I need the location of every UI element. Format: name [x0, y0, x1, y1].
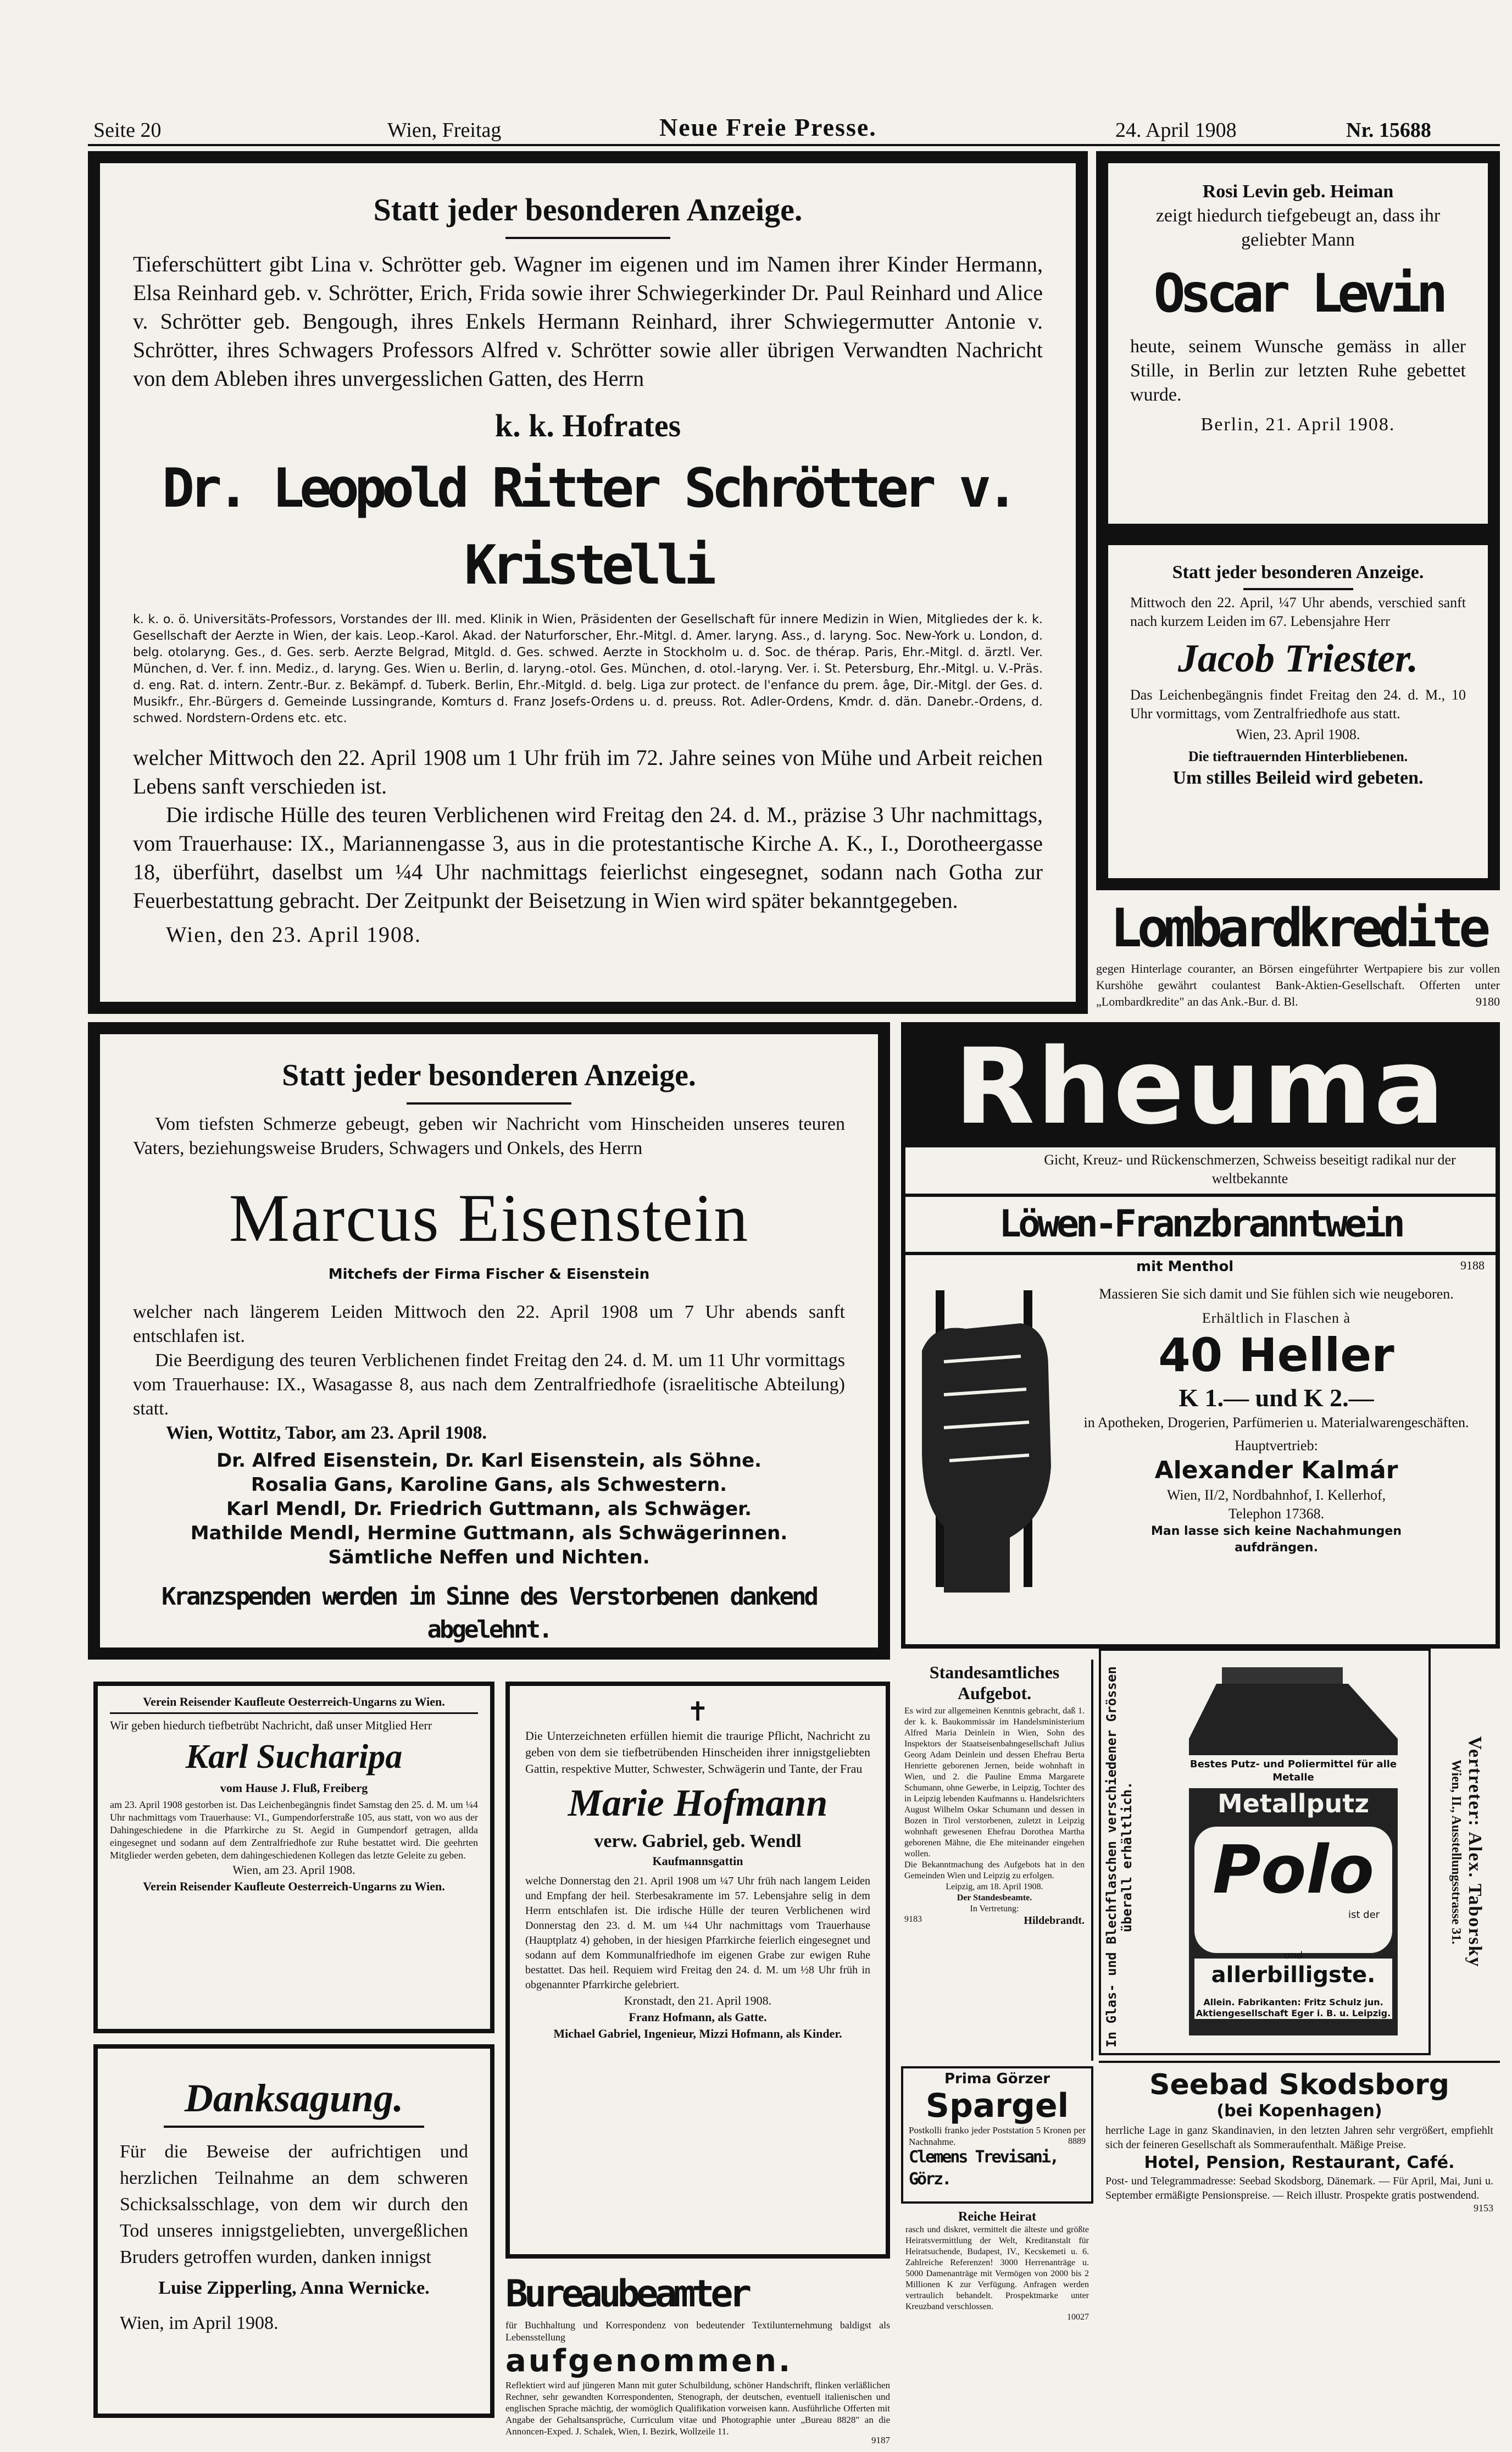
obituary-hofmann [505, 1682, 890, 2259]
lombard-num: 9180 [1476, 995, 1500, 1008]
skodsborg-name: Hotel, Pension, Restaurant, Café. [1144, 2153, 1455, 2172]
triester-body: Das Leichenbegängnis findet Freitag den 24. d. M., 10 Uhr vormittags, vom Zentralfriedhofe aus statt. [1130, 687, 1466, 722]
rheuma-p4: Hauptvertrieb: [1235, 1438, 1318, 1454]
heirat-num: 10027 [1067, 2312, 1089, 2322]
rheuma-title: Rheuma [905, 1027, 1496, 1147]
beamter-body1: für Buchhaltung und Korrespondenz von bedeutender Textilunternehmung baldigst als Lebensstellung [505, 2320, 890, 2343]
spargel-label: Prima Görzer [944, 2071, 1050, 2087]
rheuma-price2: K 1.— und K 2.— [1179, 1384, 1374, 1412]
sucharipa-line1: Wir geben hiedurch tiefbetrübt Nachricht, daß unser Mitglied Herr [110, 1718, 432, 1732]
polo-tag1: ist der [1348, 1909, 1380, 1921]
triester-name: Jacob Triester. [1177, 636, 1419, 680]
skodsborg-title: Seebad Skodsborg [1149, 2068, 1449, 2101]
vertreter-strip [1428, 1649, 1500, 2055]
rheuma-price: 40 Heller [1158, 1328, 1394, 1382]
ad-lombardkredite [1096, 896, 1500, 1006]
obituary-schroetter [88, 151, 1088, 1014]
eisenstein-name: Marcus Eisenstein [229, 1180, 749, 1256]
rheuma-copy [1059, 1285, 1493, 1556]
polo-brand: Metallputz [1218, 1789, 1369, 1818]
spargel-num: 8889 [1068, 2137, 1086, 2146]
rheuma-p3: in Apotheken, Drogerien, Parfümerien u. Materialwarengeschäften. [1083, 1414, 1469, 1430]
hofmann-sub: verw. Gabriel, geb. Wendl [594, 1831, 802, 1851]
deceased-name: Dr. Leopold Ritter Schrötter v. Kristelli [162, 457, 1014, 597]
divider [407, 1102, 571, 1105]
beamter-num: 9187 [871, 2435, 890, 2445]
hand-illustration [911, 1285, 1059, 1593]
rheuma-tel: Telephon 17368. [1228, 1506, 1325, 1522]
rheuma-sub: mit Menthol [1136, 1258, 1234, 1275]
obituary-eisenstein [88, 1022, 890, 1660]
rheuma-body: Gicht, Kreuz- und Rückenschmerzen, Schweiss beseitigt radikal nur der weltbekannte [1044, 1152, 1456, 1186]
levin-line2: zeigt hiedurch tiefgebeugt an, dass ihr geliebter Mann [1155, 206, 1441, 250]
standes-sig1: Der Standesbeamte. [957, 1893, 1032, 1902]
heading: Statt jeder besonderen Anzeige. [373, 192, 803, 228]
rheuma-seller: Alexander Kalmár [1154, 1456, 1398, 1484]
dateline: Wien, den 23. April 1908. [166, 922, 421, 947]
skodsborg-num: 9153 [1474, 2203, 1493, 2214]
intro: Tieferschüttert gibt Lina v. Schrötter geb. Wagner im eigenen und im Namen ihrer Kinder Hermann, Elsa Reinhard geb. v. Schrötter, Erich, Frida sowie ihrer Schwiegerkinder Dr. Paul Reinhard und Alice v. Schrötter geb. Bengough, ihres Enkels Hermann Reinhard, ihrer Schwiegermutter Antonie v. Schrötter, ihres Schwagers Professors Alfred v. Schrötter sowie aller übrigen Verwandten Nachricht von dem Ableben ihres unvergesslichen Gatten, des Herrn [133, 252, 1043, 391]
ad-heirat [901, 2209, 1093, 2429]
polo-side-text: In Glas- und Blechflaschen verschiedener Grössen überall erhältlich. [1104, 1666, 1135, 2048]
dank-body: Für die Beweise der aufrichtigen und herzlichen Teilnahme an dem schweren Schicksalsschlage, von dem wir durch den Tod unseres innigstgeliebten, unvergeßlichen Bruders getroffen wurden, danken innigst [120, 2142, 468, 2267]
ad-skodsborg [1099, 2061, 1500, 2423]
newspaper-title: Neue Freie Presse. [659, 113, 877, 141]
rheuma-p1: Massieren Sie sich damit und Sie fühlen sich wie neugeboren. [1099, 1286, 1454, 1302]
standes-heading: Standesamtliches Aufgebot. [929, 1662, 1060, 1703]
polo-tag4: allerbilligste. [1211, 1962, 1376, 1988]
ad-rheuma [901, 1022, 1500, 1649]
heirat-body: rasch und diskret, vermittelt die älteste und größte Heiratsvermittlung der Welt, Kreditanstalt für Heiratsuchende, Budapest, IV., Kecskemeti u. 6. Zahlreiche Referenzen! 3000 Herrenanträge u. 5000 Damenanträge mit Vermögen von 2000 bis 2 Millionen K zur Verfügung. Anfragen werden vertraulich behandelt. Prospektmarke unter Kreuzband verschlossen. [905, 2225, 1089, 2311]
beamter-title: Bureaubeamter [505, 2272, 748, 2316]
sucharipa-heading: Verein Reisender Kaufleute Oesterreich-Ungarns zu Wien. [110, 1694, 478, 1714]
standes-signature-row [904, 1915, 1085, 1927]
heirat-title: Reiche Heirat [958, 2210, 1036, 2224]
issue-number: Nr. 15688 [1346, 119, 1431, 142]
spargel-body: Postkolli franko jeder Poststation 5 Kronen per Nachnahme. [909, 2125, 1086, 2147]
hofmann-dateline: Kronstadt, den 21. April 1908. [624, 1994, 772, 2007]
rheuma-note: Man lasse sich keine Nachahmungen aufdrängen. [1150, 1524, 1402, 1555]
dank-title: Danksagung. [164, 2071, 424, 2128]
body2: Die irdische Hülle des teuren Verblichenen wird Freitag den 24. d. M., präzise 3 Uhr nachmittags, vom Trauerhause: IX., Mariannengasse 3, aus in die protestantische Kirche A. K., I., Dorotheergasse 18, überführt, daselbst um ¼4 Uhr nachmittags feierlichst eingesegnet, sodann nach Gotha zur Feuerbestattung gebracht. Der Zeitpunkt der Beisetzung in Wien wird später bekanntgegeben. [133, 802, 1043, 913]
vertreter-seller: Vertreter: Alex. Taborsky [1465, 1736, 1485, 1968]
rheuma-num: 9188 [1460, 1258, 1485, 1272]
eisenstein-dateline: Wien, Wottitz, Tabor, am 23. April 1908. [166, 1423, 487, 1443]
dank-dateline: Wien, im April 1908. [120, 2313, 279, 2333]
divider [1243, 588, 1353, 590]
hofmann-occupation: Kaufmannsgattin [652, 1854, 743, 1868]
polo-maker: Allein. Fabrikanten: Fritz Schulz jun. Aktiengesellschaft Eger i. B. u. Leipzig. [1196, 1997, 1391, 2018]
polo-band: Bestes Putz- und Poliermittel für alle Metalle [1189, 1758, 1397, 1783]
standes-body2: Die Bekanntmachung des Aufgebots hat in den Gemeinden Wien und Leipzig zu erfolgen. [904, 1860, 1085, 1880]
standes-sig2: In Vertretung: [970, 1904, 1019, 1913]
lombard-title: Lombardkredite [1110, 897, 1486, 959]
polo-tag2: beste [1255, 1922, 1332, 1950]
eisenstein-body2: Die Beerdigung des teuren Verblichenen findet Freitag den 24. d. M. um 11 Uhr vormittags vom Trauerhause: IX., Wasagasse 8, aus nach dem Zentralfriedhofe (israelitische Abteilung) statt. [133, 1350, 845, 1419]
levin-name: Oscar Levin [1153, 263, 1443, 324]
rheuma-addr: Wien, II/2, Nordbahnhof, I. Kellerhof, [1166, 1487, 1386, 1503]
triester-heading: Statt jeder besonderen Anzeige. [1172, 562, 1424, 583]
triester-request: Um stilles Beileid wird gebeten. [1172, 768, 1424, 788]
skodsborg-sub: (bei Kopenhagen) [1216, 2101, 1382, 2121]
mourners-list [133, 1449, 845, 1569]
sucharipa-body: am 23. April 1908 gestorben ist. Das Leichenbegängnis findet Samstag den 25. d. M. um ¼4 Uhr nachmittags vom Trauerhause: VI., Gumpendorferstraße 105, aus statt, von wo aus der Dahingeschiedene in die Pfarrkirche zu St. Aegid in Gumpendorf getragen, allda eingesegnet und sodann auf dem Zentralfriedhofe zur Ruhe bestattet wird. Die geehrten Mitglieder werden gebeten, dem dahingeschiedenen Kollegen das letzte Geleite zu geben. [110, 1799, 478, 1861]
rank: k. k. Hofrates [494, 408, 681, 443]
vertreter-text [1447, 1649, 1486, 2055]
levin-dateline: Berlin, 21. April 1908. [1200, 414, 1396, 435]
page-header [66, 107, 1505, 146]
header-date: 24. April 1908 [1115, 119, 1237, 142]
divider [505, 237, 670, 239]
hofmann-sig1: Franz Hofmann, als Gatte. [629, 2010, 767, 2024]
mourner-line: Dr. Alfred Eisenstein, Dr. Karl Eisenstein, als Söhne. [216, 1450, 762, 1472]
standes-sig3: Hildebrandt. [1024, 1915, 1085, 1927]
triester-mourners: Die tieftrauernden Hinterbliebenen. [1188, 748, 1408, 764]
body1: welcher Mittwoch den 22. April 1908 um 1 Uhr früh im 72. Jahre seines von Mühe und Arbeit reichen Lebens sanft verschieden ist. [133, 745, 1043, 798]
triester-dateline: Wien, 23. April 1908. [1236, 726, 1360, 742]
beamter-title2: aufgenommen. [505, 2343, 793, 2379]
standes-dateline: Leipzig, am 18. April 1908. [946, 1882, 1043, 1891]
spargel-title: Spargel [925, 2087, 1069, 2125]
skodsborg-contact: Post- und Telegrammadresse: Seebad Skodsborg, Dänemark. — Für April, Mai, Juni u. September ermäßigte Pensionspreise. — Reich illustr. Prospekte gratis postwendend. [1105, 2175, 1493, 2201]
rheuma-subrow [905, 1255, 1496, 1278]
dank-names: Luise Zipperling, Anna Wernicke. [158, 2278, 430, 2298]
titles: k. k. o. ö. Universitäts-Professors, Vorstandes der III. med. Klinik in Wien, Präsidenten der Gesellschaft für innere Medizin in Wien, Mitgliedes der k. k. Gesellschaft der Aerzte in Wien, der kais. Leop.-Karol. Akad. der Naturforscher, Ehr.-Mitgl. d. Amer. laryng. Ass., d. laryng. Soc. New-York u. London, d. belg. otolaryng. Ges., d. Ges. serb. Aerzte Belgrad, Mitgld. d. Ges. schwed. Aerzte in Stockholm u. d. Soc. de thérap. Paris, Ehr.-Mitgl. d. ärztl. Ver. München, d. Ver. f. inn. Mediz., d. laryng. Ges. Wien u. Berlin, d. laryng.-otol. Ges. München, d. otol.-laryng. Ver. i. St. Petersburg, Ehr.-Mitgl. u. V.-Präs. d. eng. Rat. d. intern. Zentr.-Bur. z. Bekämpf. d. Tuberk. Berlin, Ehr.-Mitgld. d. belg. Liga zur protect. de l'enfance du prem. âge, Dir.-Mitgl. der Ges. d. Musikfr., Ehr.-Bürgers d. Gemeinde Lussingrande, Komturs d. Franz Josefs-Ordens u. d. preuss. Rot. Adler-Ordens, Kmdr. d. dän. Danebr.-Ordens, d. schwed. Nordstern-Ordens etc. etc. [133, 613, 1043, 725]
hofmann-cross: ✝ [686, 1697, 709, 1727]
notice-standesamt [901, 1660, 1093, 2061]
page-number: Seite 20 [93, 119, 162, 142]
eisenstein-sub: Mitchefs der Firma Fischer & Eisenstein [328, 1266, 650, 1283]
ad-spargel [901, 2066, 1093, 2204]
lombard-body: gegen Hinterlage couranter, an Börsen eingeführter Wertpapiere bis zur vollen Kurshöhe gewährt coulantest Bank-Aktien-Gesellschaft. Offerten unter „Lombardkredite" an das Ank.-Bur. d. Bl. [1096, 962, 1500, 1008]
skodsborg-body: herrliche Lage in ganz Skandinavien, in den letzten Jahren sehr vergrößert, empfiehlt sich der feineren Gesellschaft als Sommeraufenthalt. Mäßige Preise. [1105, 2124, 1493, 2151]
rheuma-brand: Löwen-Franzbranntwein [905, 1194, 1496, 1255]
polo-tag3: und [1283, 1950, 1303, 1961]
hofmann-sig2: Michael Gabriel, Ingenieur, Mizzi Hofmann, als Kinder. [553, 2027, 842, 2040]
standes-body: Es wird zur allgemeinen Kenntnis gebracht, daß 1. der k. k. Baukommissär im Handelsministerium Alfred Maria Deinlein in Wien, Sohn des Inspektors der Staatseisenbahngesellschaft Julius Georg Adam Deinlein und dessen Ehefrau Berta Henriette geborenen Jernen, beide wohnhaft in Wien, und 2. die Pauline Emma Margarete Schumann, ohne Gewerbe, in Leipzig, Tochter des in Leipzig lebenden Kaufmanns u. Handelsrichters August Wilhelm Oskar Schumann und dessen in Bozen in Tirol verstorbenen, zuletzt in Leipzig wohnhaft gewesenen Ehefrau Dorothea Martha geborenen Mähne, die Ehe miteinander eingehen wollen. [904, 1706, 1085, 1859]
eisenstein-intro: Vom tiefsten Schmerze gebeugt, geben wir Nachricht vom Hinscheiden unseres teuren Vaters, beziehungsweise Bruders, Schwagers und Onkels, des Herrn [133, 1114, 845, 1158]
mourner-line: Rosalia Gans, Karoline Gans, als Schwestern. [251, 1474, 727, 1496]
eisenstein-body1: welcher nach längerem Leiden Mittwoch den 22. April 1908 um 7 Uhr abends sanft entschlafen ist. [133, 1302, 845, 1346]
standes-num: 9183 [904, 1915, 922, 1924]
beamter-body2: Reflektiert wird auf jüngeren Mann mit guter Schulbildung, schöner Handschrift, flinken verläßlichen Rechner, sehr gewandten Korrespondenten, Stenograph, der deutschen, eventuell italienischen und englischen Sprache mächtig, der womöglich Qualifikation vorweisen kann. Ausführliche Offerten mit Angabe der Gehaltsansprüche, Curriculum vitae und Photographie unter „Bureau 8828" an die Annoncen-Exped. J. Schalek, Wien, I. Bezirk, Wollzeile 11. [505, 2380, 890, 2437]
eisenstein-footer: Kranzspenden werden im Sinne des Verstorbenen dankend abgelehnt. [162, 1583, 816, 1644]
hofmann-line1: Die Unterzeichneten erfüllen hiemit die traurige Pflicht, Nachricht zu geben von dem sie tiefbetrübenden Hinscheiden ihrer innigstgeliebten Gattin, respektive Mutter, Schwester, Schwägerin und Tante, der Frau [525, 1729, 870, 1776]
sucharipa-dateline: Wien, am 23. April 1908. [232, 1863, 355, 1877]
mourner-line: Sämtliche Neffen und Nichten. [328, 1546, 650, 1568]
mourner-line: Mathilde Mendl, Hermine Guttmann, als Schwägerinnen. [190, 1522, 788, 1544]
hofmann-name: Marie Hofmann [568, 1782, 828, 1824]
eisenstein-heading: Statt jeder besonderen Anzeige. [282, 1058, 696, 1092]
spargel-seller: Clemens Trevisani, Görz. [909, 2148, 1058, 2189]
polo-name: Polo [1213, 1832, 1374, 1909]
vertreter-addr: Wien, II., Ausstellungsstrasse 31. [1449, 1759, 1463, 1945]
obituary-triester [1096, 533, 1500, 890]
levin-body: heute, seinem Wunsche gemäss in aller Stille, in Berlin zur letzten Ruhe gebettet wurde. [1130, 336, 1466, 405]
header-place: Wien, Freitag [387, 119, 502, 142]
notice-danksagung [93, 2044, 494, 2418]
header-rule [88, 144, 1500, 146]
sucharipa-name: Karl Sucharipa [185, 1738, 403, 1776]
rheuma-p2: Erhältlich in Flaschen à [1202, 1310, 1351, 1326]
ad-bureaubeamter [505, 2270, 890, 2445]
hofmann-body: welche Donnerstag den 21. April 1908 um ¼7 Uhr früh nach langem Leiden und Empfang der heil. Sterbesakramente im 57. Lebensjahre selig in dem Herrn entschlafen ist. Die irdische Hülle der teuren Verblichenen wird Donnerstag den 23. d. M. um ¼4 Uhr nachmittags vom Trauerhause (Hauptplatz 4) gehoben, in der hiesigen Pfarrkirche feierlich eingesegnet und sodann auf dem Kommunalfriedhofe im eigenen Grabe zur ewigen Ruhe bestattet. Das heil. Requiem wird Freitag den 24. d. M. um ½8 Uhr früh in obgenannter Pfarrkirche gelebriert. [525, 1875, 870, 1991]
levin-line1: Rosi Levin geb. Heiman [1202, 181, 1394, 202]
sucharipa-firm: vom Hause J. Fluß, Freiberg [220, 1781, 368, 1795]
sucharipa-org: Verein Reisender Kaufleute Oesterreich-Ungarns zu Wien. [143, 1879, 445, 1893]
triester-line1: Mittwoch den 22. April, ¼7 Uhr abends, verschied sanft nach kurzem Leiden im 67. Lebensjahre Herr [1130, 595, 1466, 629]
mourner-line: Karl Mendl, Dr. Friedrich Guttmann, als Schwäger. [226, 1498, 752, 1520]
obituary-sucharipa [93, 1682, 494, 2033]
obituary-levin [1096, 151, 1500, 536]
